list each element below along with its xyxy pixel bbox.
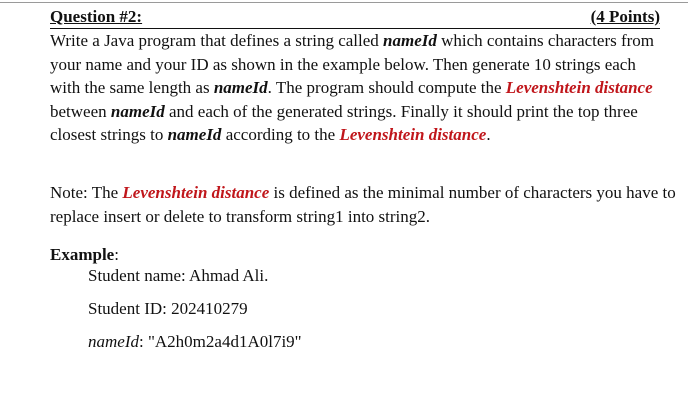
question-paragraph [50,29,670,147]
example-colon: : [114,245,119,264]
note-prefix: Note: The [50,183,123,202]
levenshtein-term: Levenshtein distance [339,125,487,144]
body-text: and each of the generated strings. Finally it should print the top three closest strings to [50,101,638,144]
body-text: . The program should compute the [267,78,506,97]
nameid-variable: nameId [110,101,165,121]
nameid-variable: nameId [383,31,437,50]
example-student-name: Student name: Ahmad Ali. [88,266,269,285]
note-text: is defined as the minimal number of characters you have to replace insert or delete to transform string1 into string2. [50,183,676,226]
body-text: according to the [221,125,340,144]
example-student-id: Student ID: 202410279 [88,299,248,318]
question-body [50,29,670,147]
levenshtein-term: Levenshtein distance [505,78,653,97]
example-nameid-value: : "A2h0m2a4d1A0l7i9" [138,332,302,351]
example-nameid-label: nameId [88,332,139,351]
question-title: Question #2: [50,7,143,26]
levenshtein-term: Levenshtein distance [122,183,270,202]
nameid-variable: nameId [213,78,268,97]
question-points: (4 Points) [590,7,660,26]
body-text: between [50,101,111,121]
body-text: . [486,125,491,144]
body-text: Write a Java program that defines a string called [50,31,384,50]
top-divider [0,2,688,3]
nameid-variable: nameId [167,125,222,144]
example-label: Example [50,245,115,264]
example-nameid [88,330,302,353]
note-paragraph [50,181,680,228]
note-section [50,181,680,228]
example-heading [50,243,119,266]
body-text: which contains characters from your name and your ID as shown in the example below. Then generate 10 strings each with the same length as [50,31,655,97]
question-header [50,6,660,29]
